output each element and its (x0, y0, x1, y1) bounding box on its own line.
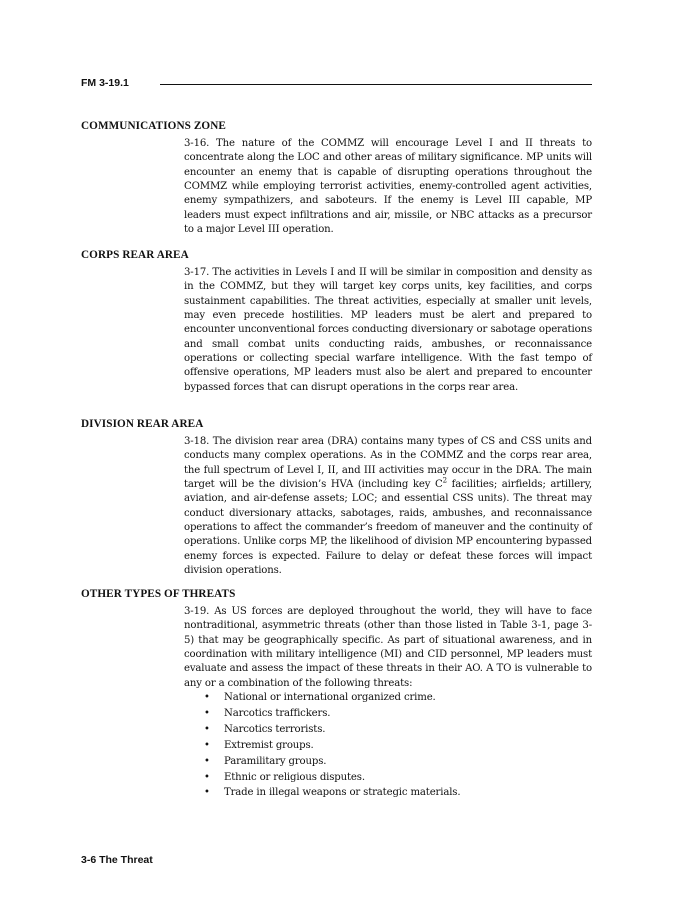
list-item (203, 722, 460, 738)
list-item-text: Narcotics terrorists. (224, 723, 326, 735)
bullet-icon: • (204, 771, 210, 783)
list-item-text: Extremist groups. (224, 739, 314, 751)
paragraph-3-18-text-a: 3-18. The division rear area (DRA) contains many types of CS and CSS units and conducts many complex operations. As in the COMMZ and the corps rear area, the full spectrum of Level I, II, and III activities may occur in the DRA. The main target will be the division’s HVA (including key C (184, 436, 592, 491)
section-heading-corps-rear-area: CORPS REAR AREA (81, 249, 189, 261)
bullet-icon: • (204, 723, 210, 735)
list-item (203, 770, 460, 786)
list-item-text: Trade in illegal weapons or strategic materials. (224, 787, 461, 799)
manual-id: FM 3-19.1 (81, 77, 129, 89)
section-heading-other-types-of-threats: OTHER TYPES OF THREATS (81, 588, 236, 600)
paragraph-3-18-text-b: facilities; airfields; artillery, aviation, and air-defense assets; LOC; and essential CSS units). The threat may conduct diversionary attacks, sabotages, raids, ambushes, and reconnaissance operations to affect the commander’s freedom of maneuver and the continuity of operations. Unlike corps MP, the likelihood of division MP encountering bypassed enemy forces is expected. Failure to delay or defeat these forces will impact division operations. (184, 479, 592, 577)
threat-list (203, 690, 460, 801)
list-item (203, 785, 460, 801)
list-item-text: Narcotics traffickers. (224, 707, 331, 719)
paragraph-3-16: 3-16. The nature of the COMMZ will encourage Level I and II threats to concentrate along the LOC and other areas of military significance. MP units will encounter an enemy that is capable of disrupting operations throughout the COMMZ while employing terrorist activities, enemy-controlled agent activities, enemy sympathizers, and saboteurs. If the enemy is Level III capable, MP leaders must expect infiltrations and air, missile, or NBC attacks as a precursor to a major Level III operation. (184, 138, 592, 236)
list-item (203, 706, 460, 722)
list-item (203, 738, 460, 754)
list-item-text: Paramilitary groups. (224, 755, 327, 767)
bullet-icon: • (204, 739, 210, 751)
list-item (203, 754, 460, 770)
bullet-icon: • (204, 707, 210, 719)
header-rule (160, 84, 592, 85)
list-item-text: Ethnic or religious disputes. (224, 771, 365, 783)
section-heading-communications-zone: COMMUNICATIONS ZONE (81, 120, 226, 132)
bullet-icon: • (204, 755, 210, 767)
paragraph-3-18 (184, 435, 592, 578)
superscript-2: 2 (442, 476, 447, 485)
paragraph-3-17: 3-17. The activities in Levels I and II will be similar in composition and density as in the COMMZ, but they will target key corps units, key facilities, and corps sustainment capabilities. The threat activities, especially at smaller unit levels, may even precede hostilities. MP leaders must be alert and prepared to encounter unconventional forces conducting diversionary or sabotage operations and small combat units conducting raids, ambushes, or reconnaissance operations or collecting special warfare intelligence. With the fast tempo of offensive operations, MP leaders must also be alert and prepared to encounter bypassed forces that can disrupt operations in the corps rear area. (184, 267, 592, 393)
paragraph-3-19: 3-19. As US forces are deployed throughout the world, they will have to face nontraditional, asymmetric threats (other than those listed in Table 3-1, page 3-5) that may be geographically specific. As part of situational awareness, and in coordination with military intelligence (MI) and CID personnel, MP leaders must evaluate and assess the impact of these threats in their AO. A TO is vulnerable to any or a combination of the following threats: (184, 606, 592, 689)
bullet-icon: • (204, 787, 210, 799)
page-footer: 3-6 The Threat (81, 854, 153, 866)
section-heading-division-rear-area: DIVISION REAR AREA (81, 418, 204, 430)
bullet-icon: • (204, 692, 210, 703)
list-item (203, 690, 460, 706)
list-item-text: National or international organized crime. (224, 692, 436, 703)
